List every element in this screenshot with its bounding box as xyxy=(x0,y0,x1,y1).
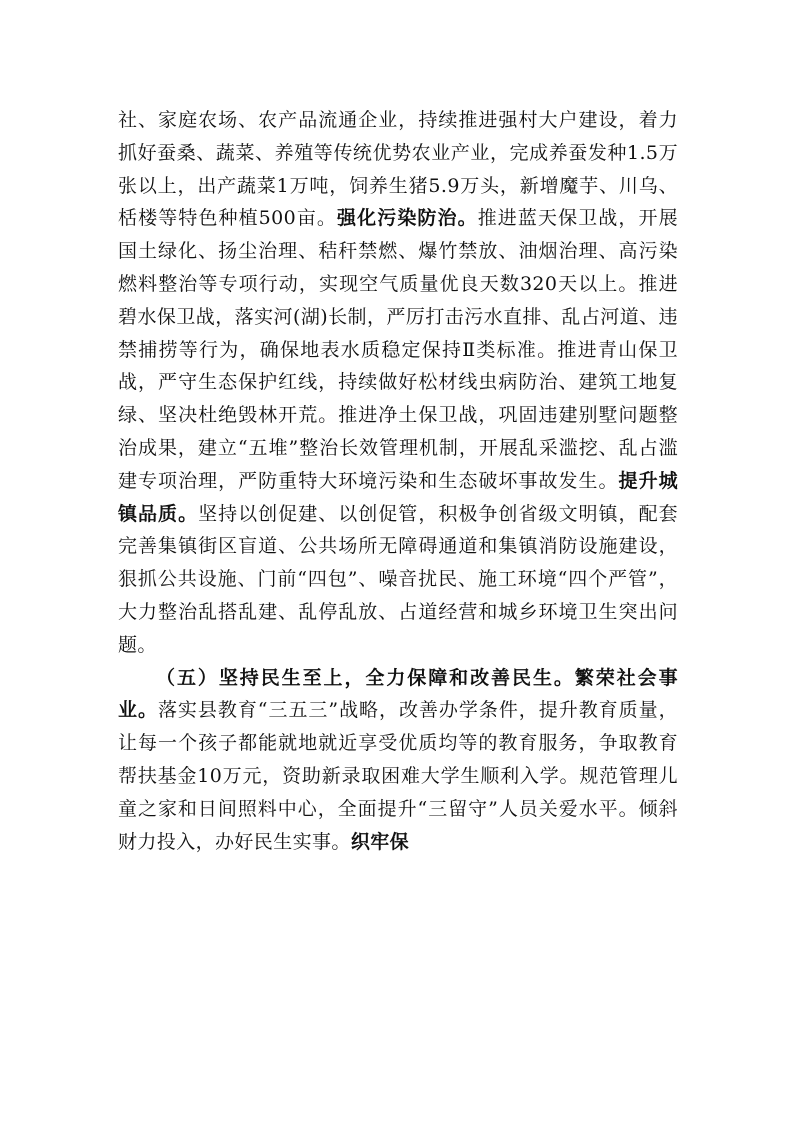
section-heading-five: （五）坚持民生至上，全力保障和改善民生。繁荣社会事业。 xyxy=(118,666,678,722)
paragraph-text: 落实县教育“三五三”战略，改善办学条件，提升教育质量，让每一个孩子都能就地就近享受优质均等的教育服务，争取教育帮扶基金10万元，资助新录取困难大学生顺利入学。规范管理儿童之家和日间照料中心，全面提升“三留守”人员关爱水平。倾斜财力投入，办好民生实事。 xyxy=(118,699,678,853)
heading-social-security: 织牢保 xyxy=(350,830,410,853)
paragraph-text: 推进蓝天保卫战，开展国土绿化、扬尘治理、秸秆禁燃、爆竹禁放、油烟治理、高污染燃料整治等专项行动，实现空气质量优良天数320天以上。推进碧水保卫战，落实河(湖)长制，严厉打击污水直排、乱占河道、违禁捕捞等行为，确保地表水质稳定保持Ⅱ类标准。推进青山保卫战，严守生态保护红线，持续做好松材线虫病防治、建筑工地复绿、坚决杜绝毁林开荒。推进净土保卫战，巩固违建别墅问题整治成果，建立“五堆”整治长效管理机制，开展乱采滥挖、乱占滥建专项治理，严防重特大环境污染和生态破坏事故发生。 xyxy=(118,207,678,492)
document-body xyxy=(118,104,678,858)
paragraph-text: 坚持以创促建、以创促管，积极争创省级文明镇，配套完善集镇街区盲道、公共场所无障碍通道和集镇消防设施建设，狠抓公共设施、门前“四包”、噪音扰民、施工环境“四个严管”，大力整治乱搭乱建、乱停乱放、占道经营和城乡环境卫生突出问题。 xyxy=(118,502,678,656)
heading-town-quality: 提升城镇品质。 xyxy=(118,469,678,525)
paragraph-rural-environment xyxy=(118,104,678,662)
heading-pollution-control: 强化污染防治。 xyxy=(337,207,478,230)
paragraph-livelihood xyxy=(118,662,678,859)
paragraph-text: 社、家庭农场、农产品流通企业，持续推进强村大户建设，着力抓好蚕桑、蔬菜、养殖等传统优势农业产业，完成养蚕发种1.5万张以上，出产蔬菜1万吨，饲养生猪5.9万头，新增魔芋、川乌、栝楼等特色种植500亩。 xyxy=(118,109,678,230)
